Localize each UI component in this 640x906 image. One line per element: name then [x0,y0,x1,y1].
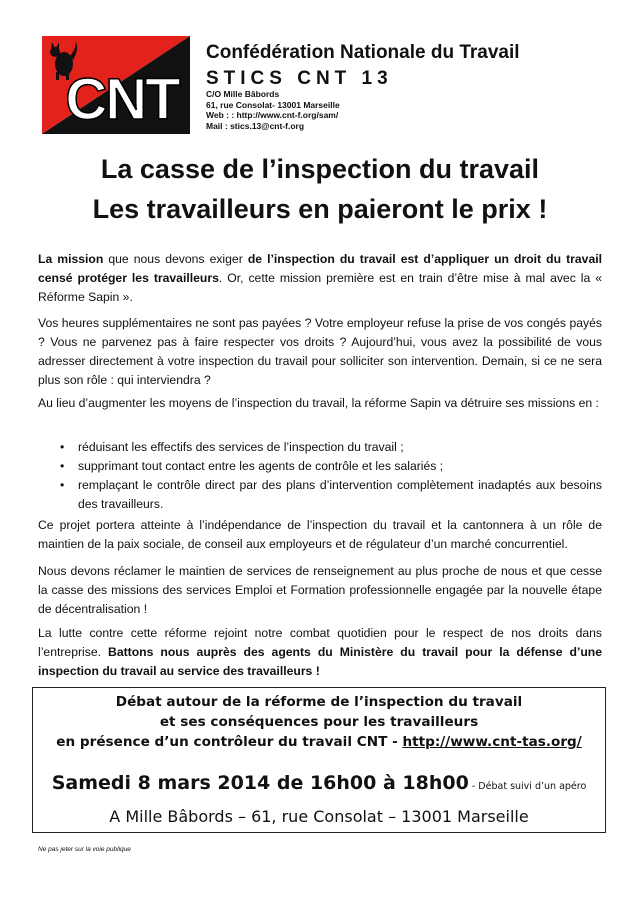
text: . Or, cette mission première est en train d’être mise à mal avec la « Réforme Sapin ». [38,271,602,304]
cnt-logo [42,36,190,134]
list-item [38,476,602,514]
paragraph-mission [38,250,602,307]
text: que nous devons exiger [103,252,248,266]
event-date-text: Samedi 8 mars 2014 de 16h00 à 18h00 [51,772,469,794]
text-bold: de l’inspection du travail est d’appliquer un droit du travail censé protéger les travailleurs [38,252,602,285]
bullet-glyph: • [60,459,65,473]
list-item-text: réduisant les effectifs des services de l’inspection du travail ; [78,440,404,454]
list-item-text: remplaçant le contrôle direct par des plans d’intervention complètement inadaptés aux besoins des travailleurs. [78,478,602,511]
paragraph-demands: Nous devons réclamer le maintien de services de renseignement au plus proche de nous et que cesse la casse des missions des services Emploi et Formation professionnelle engagée par la nouvelle étape de décentralisation ! [38,564,602,616]
event-title-line-3 [33,734,605,750]
reform-list [38,438,602,514]
event-title-line-2: et ses conséquences pour les travailleurs [159,714,479,730]
headline-line-1: La casse de l’inspection du travail [100,154,540,184]
event-title-line-1: Débat autour de la réforme de l’inspection du travail [115,694,523,710]
text: en présence d’un contrôleur du travail CNT - [56,734,403,750]
web-link[interactable]: Web : : http://www.cnt-f.org/sam/ [206,110,339,120]
event-box [32,687,606,833]
headline-line-2: Les travailleurs en paieront le prix ! [92,194,548,224]
list-item [38,438,602,457]
paragraph-reform: Au lieu d’augmenter les moyens de l’inspection du travail, la réforme Sapin va détruire ses missions en : [38,396,599,410]
bullet-glyph: • [60,440,65,454]
text-bold: Battons nous auprès des agents du Ministère du travail pour la défense d’une inspection du travail au service des travailleurs ! [38,645,602,678]
org-name: Confédération Nationale du Travail [206,42,520,63]
address-line: C/O Mille Bâbords [206,89,280,99]
list-item-text: supprimant tout contact entre les agents de contrôle et les salariés ; [78,459,444,473]
event-place: A Mille Bâbords – 61, rue Consolat – 13001 Marseille [109,807,529,826]
address-line: 61, rue Consolat- 13001 Marseille [206,99,340,110]
bullet-glyph: • [60,478,65,492]
org-section: STICS CNT 13 [206,68,393,89]
footer-note: Ne pas jeter sur la voie publique [38,846,131,853]
event-link[interactable]: http://www.cnt-tas.org/ [402,734,582,750]
list-item [38,457,602,476]
paragraph-questions: Vos heures supplémentaires ne sont pas payées ? Votre employeur refuse la prise de vos congés payés ? Vous ne parvenez pas à faire respecter vos droits ? Aujourd’hui, vous avez la possibilité de vous adresser directement à votre inspection du travail pour solliciter son intervention. Demain, si ce ne sera plus son rôle : qui interviendra ? [38,316,602,387]
event-date [33,772,605,794]
logo-text: CNT [65,67,179,132]
text: La lutte contre cette réforme rejoint notre combat quotidien pour le respect de nos droits dans l’entreprise. [38,626,602,659]
text-bold: La mission [38,252,104,266]
event-date-note: - Débat suivi d’un apéro [468,781,587,792]
paragraph-independence: Ce projet portera atteinte à l’indépendance de l’inspection du travail et la cantonnera à un rôle de maintien de la paix sociale, de conseil aux employeurs et de régulateur d’un marché concurrentiel. [38,518,602,551]
paragraph-call-to-action [38,624,602,681]
mail-link[interactable]: Mail : stics.13@cnt-f.org [206,120,305,131]
